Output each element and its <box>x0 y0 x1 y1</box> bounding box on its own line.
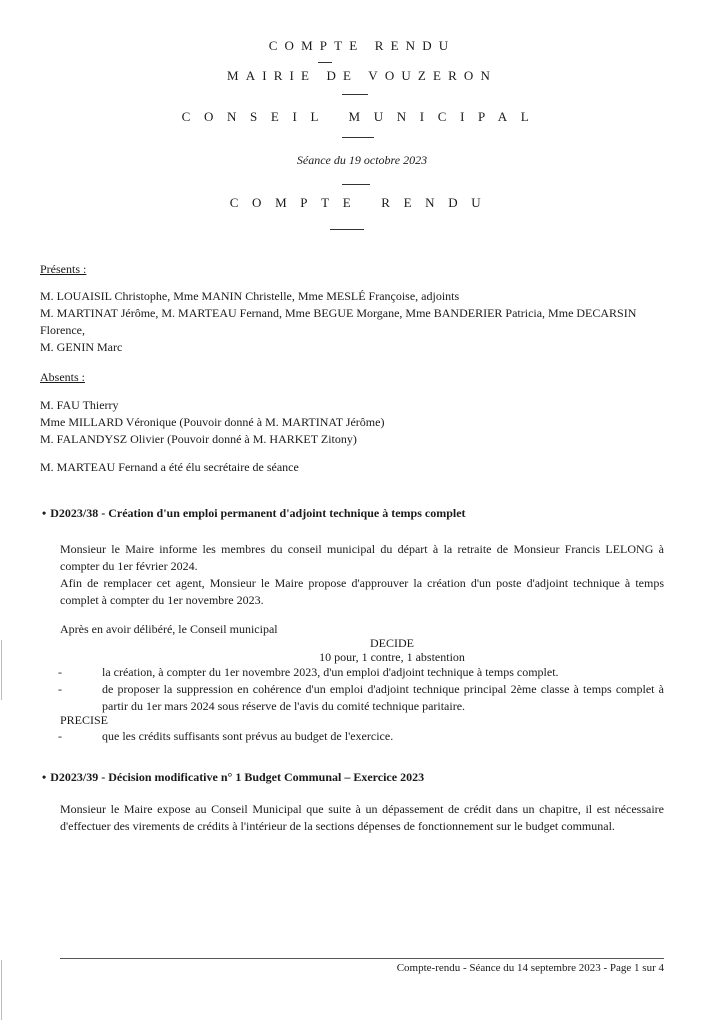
presents-line: M. LOUAISIL Christophe, Mme MANIN Christelle, Mme MESLÉ Françoise, adjoints <box>40 289 460 303</box>
session-date: Séance du 19 octobre 2023 <box>296 153 428 167</box>
bullet: • <box>42 506 47 520</box>
d38-deliberation: Après en avoir délibéré, le Conseil municipal <box>60 622 278 636</box>
header-divider <box>342 94 368 95</box>
footer-text: Compte-rendu - Séance du 14 septembre 2023 - Page 1 sur 4 <box>396 962 664 974</box>
deliberation-heading-d38 <box>42 506 466 521</box>
presents-line: M. MARTINAT Jérôme, M. MARTEAU Fernand, Mme BEGUE Morgane, Mme BANDERIER Patricia, Mme DECARSIN Florence, <box>40 306 637 337</box>
absents-line: M. FAU Thierry <box>40 398 119 412</box>
header-divider <box>330 229 364 230</box>
decision-item: - la création, à compter du 1er novembre 2023, d'un emploi d'adjoint technique à temps complet. <box>56 664 664 681</box>
header-divider <box>318 62 332 63</box>
precise-item: - que les crédits suffisants sont prévus au budget de l'exercice. <box>56 728 664 745</box>
deliberation-title: D2023/39 - Décision modificative n° 1 Budget Communal – Exercice 2023 <box>50 770 425 784</box>
d38-para1: Monsieur le Maire informe les membres du conseil municipal du départ à la retraite de Monsieur Francis LELONG à compter du 1er février 2024. <box>60 542 664 573</box>
d38-para2: Afin de remplacer cet agent, Monsieur le Maire propose d'approuver la création d'un poste d'adjoint technique à temps complet à compter du 1er novembre 2023. <box>60 576 664 607</box>
header-line-compte-rendu-2: COMPTE RENDU <box>229 195 495 210</box>
absents-list <box>40 397 665 448</box>
scan-margin-mark <box>1 960 2 1020</box>
footer-rule <box>60 958 664 959</box>
presents-title: Présents : <box>40 262 87 276</box>
header-divider <box>342 137 374 138</box>
presents-list <box>40 288 665 356</box>
absents-line: M. FALANDYSZ Olivier (Pouvoir donné à M. HARKET Zitony) <box>40 432 357 446</box>
header-divider <box>342 184 370 185</box>
header-line-conseil: CONSEIL MUNICIPAL <box>181 109 543 124</box>
deliberation-heading-d39 <box>42 770 424 785</box>
header-line-mairie: MAIRIE DE VOUZERON <box>226 68 497 83</box>
d38-precise: PRECISE <box>60 713 109 727</box>
d38-vote: 10 pour, 1 contre, 1 abstention <box>319 650 465 664</box>
d38-precise-list <box>56 728 664 745</box>
header-line-compte-rendu: COMPTE RENDU <box>268 38 456 53</box>
decision-item: - de proposer la suppression en cohérence d'un emploi d'adjoint technique principal 2ème classe à temps complet à partir du 1er mars 2024 sous réserve de l'avis du comité technique paritaire. <box>56 681 664 715</box>
bullet: • <box>42 770 47 784</box>
deliberation-title: D2023/38 - Création d'un emploi permanent d'adjoint technique à temps complet <box>50 506 466 520</box>
d38-decide: DECIDE <box>370 636 414 650</box>
presents-line: M. GENIN Marc <box>40 340 123 354</box>
secretary-line: M. MARTEAU Fernand a été élu secrétaire de séance <box>40 460 299 474</box>
d39-para1: Monsieur le Maire expose au Conseil Municipal que suite à un dépassement de crédit dans un chapitre, il est nécessaire d'effectuer des virements de crédits à l'intérieur de la sections dépenses de fonctionnement sur le budget communal. <box>60 802 664 833</box>
absents-title: Absents : <box>40 370 85 384</box>
absents-line: Mme MILLARD Véronique (Pouvoir donné à M. MARTINAT Jérôme) <box>40 415 385 429</box>
d38-decision-list <box>56 664 664 715</box>
